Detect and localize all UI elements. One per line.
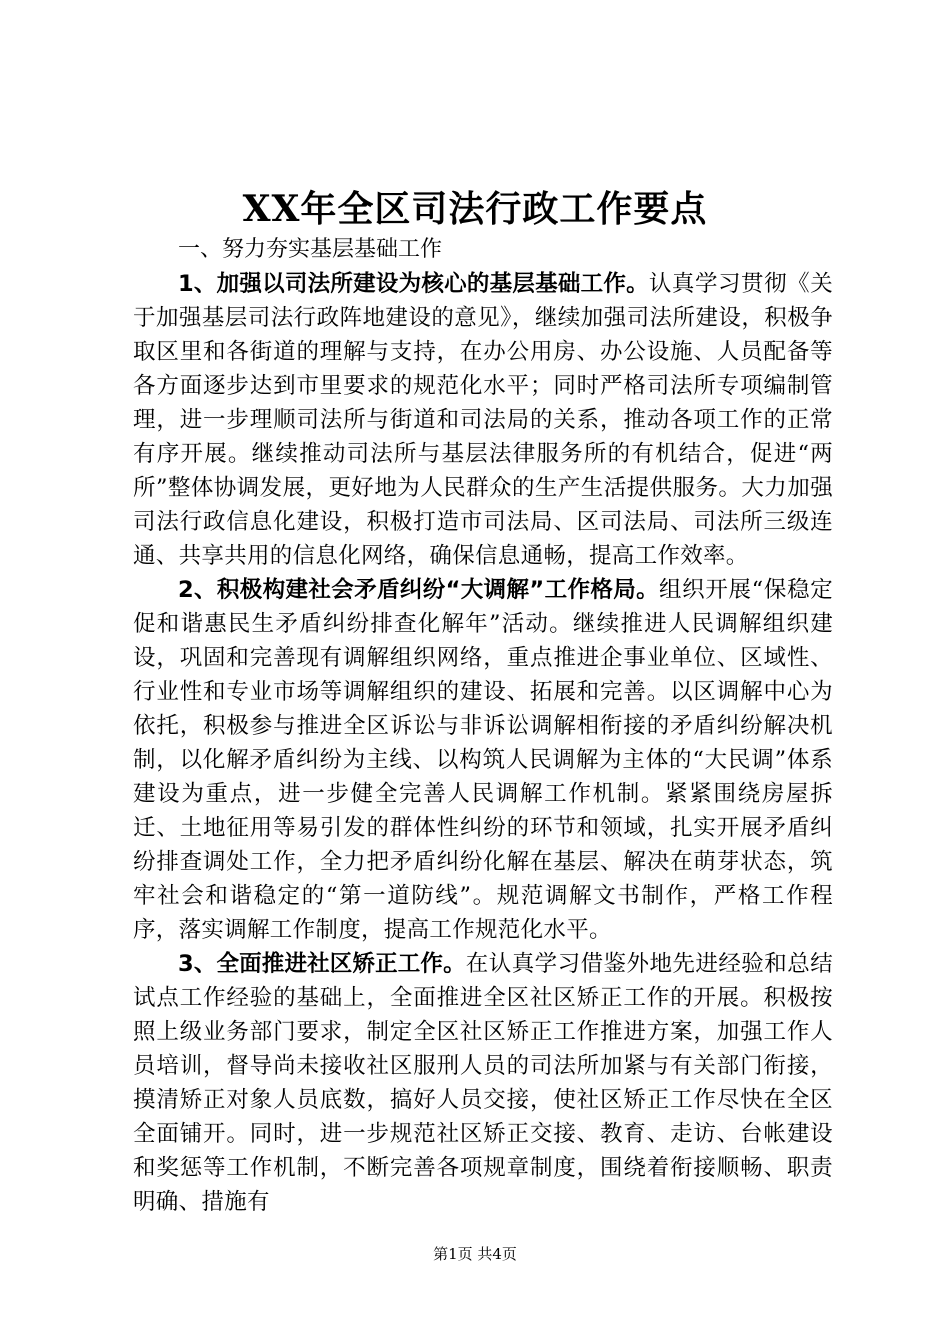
paragraph-3 <box>133 947 833 1219</box>
page-footer: 第1页 共4页 <box>433 1245 517 1263</box>
paragraph-1-text: 认真学习贯彻《关于加强基层司法行政阵地建设的意见》，继续加强司法所建设，积极争取区里和各街道的理解与支持，在办公用房、办公设施、人员配备等各方面逐步达到市里要求的规范化水平；同时严格司法所专项编制管理，进一步理顺司法所与街道和司法局的关系，推动各项工作的正常有序开展。继续推动司法所与基层法律服务所的有机结合，促进“两所”整体协调发展，更好地为人民群众的生产生活提供服务。大力加强司法行政信息化建设，积极打造市司法局、区司法局、司法所三级连通、共享共用的信息化网络，确保信息通畅，提高工作效率。 <box>133 271 833 569</box>
document-title: XX年全区司法行政工作要点 <box>242 188 708 230</box>
paragraph-3-lead: 3、全面推进社区矫正工作。 <box>178 951 466 977</box>
document-body <box>133 233 833 1219</box>
paragraph-2-lead: 2、积极构建社会矛盾纠纷“大调解”工作格局。 <box>178 577 659 603</box>
paragraph-1 <box>133 267 833 573</box>
paragraph-2-text: 组织开展“保稳定促和谐惠民生矛盾纠纷排查化解年”活动。继续推进人民调解组织建设，巩固和完善现有调解组织网络，重点推进企事业单位、区域性、行业性和专业市场等调解组织的建设、拓展和完善。以区调解中心为依托，积极参与推进全区诉讼与非诉讼调解相衔接的矛盾纠纷解决机制，以化解矛盾纠纷为主线、以构筑人民调解为主体的“大民调”体系建设为重点，进一步健全完善人民调解工作机制。紧紧围绕房屋拆迁、土地征用等易引发的群体性纠纷的环节和领域，扎实开展矛盾纠纷排查调处工作，全力把矛盾纠纷化解在基层、解决在萌芽状态，筑牢社会和谐稳定的“第一道防线”。规范调解文书制作，严格工作程序，落实调解工作制度，提高工作规范化水平。 <box>133 577 834 943</box>
section-heading: 一、努力夯实基层基础工作 <box>178 237 443 262</box>
paragraph-1-lead: 1、加强以司法所建设为核心的基层基础工作。 <box>178 271 649 297</box>
paragraph-3-text: 在认真学习借鉴外地先进经验和总结试点工作经验的基础上，全面推进全区社区矫正工作的开展。积极按照上级业务部门要求，制定全区社区矫正工作推进方案，加强工作人员培训，督导尚未接收社区服刑人员的司法所加紧与有关部门衔接，摸清矫正对象人员底数，搞好人员交接，使社区矫正工作尽快在全区全面铺开。同时，进一步规范社区矫正交接、教育、走访、台帐建设和奖惩等工作机制，不断完善各项规章制度，围绕着衔接顺畅、职责明确、措施有 <box>133 951 833 1215</box>
paragraph-2 <box>133 573 833 947</box>
